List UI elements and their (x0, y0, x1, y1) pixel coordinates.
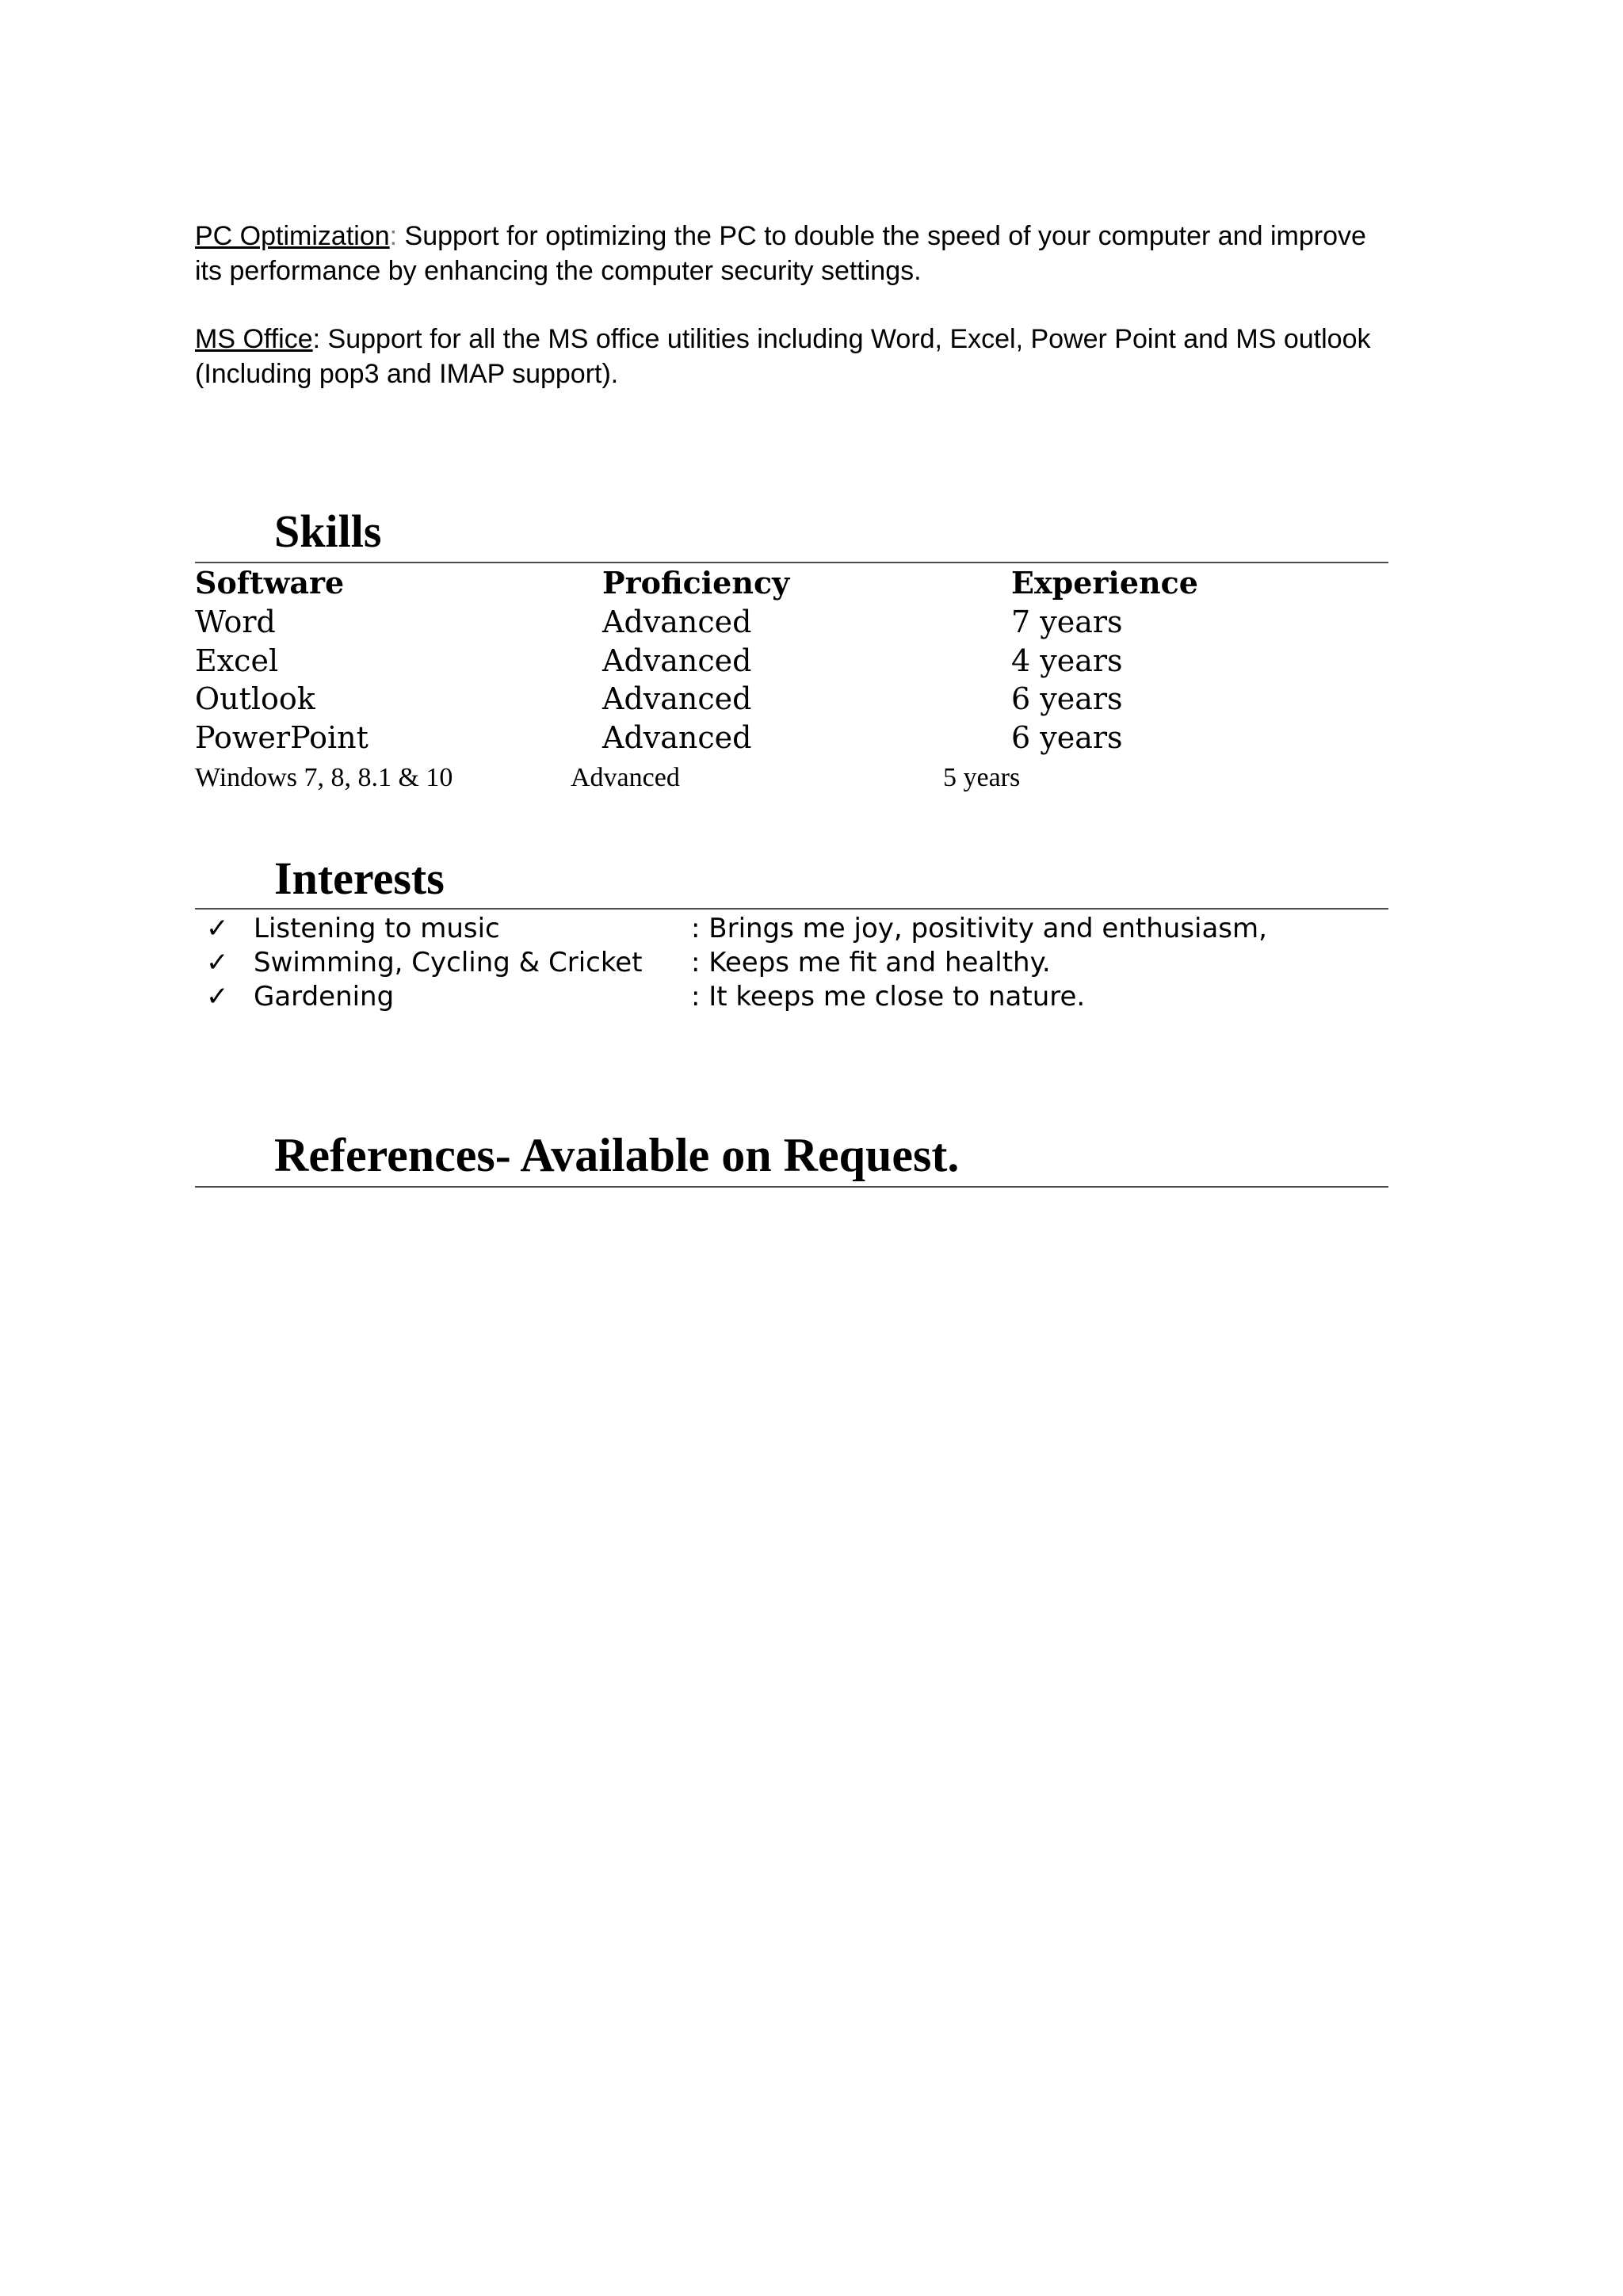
service-label: MS Office (195, 324, 313, 354)
skills-header-row (195, 564, 1388, 602)
experience-cell: 5 years (943, 763, 1021, 792)
service-ms-office (195, 322, 1400, 391)
service-description: Support for all the MS office utilities including Word, Excel, Power Point and MS outlook (Including pop3 and IMAP support). (195, 324, 1371, 389)
interest-description: : It keeps me close to nature. (691, 981, 1086, 1013)
checkmark-icon: ✓ (206, 981, 229, 1013)
interest-name: Swimming, Cycling & Cricket (254, 947, 643, 978)
proficiency-cell: Advanced (602, 643, 752, 678)
interest-name: Gardening (254, 981, 395, 1013)
proficiency-cell: Advanced (602, 720, 752, 755)
checkmark-icon: ✓ (206, 947, 229, 978)
experience-cell: 4 years (1011, 643, 1123, 678)
software-cell: Excel (195, 643, 279, 678)
software-cell: Windows 7, 8, 8.1 & 10 (195, 763, 453, 792)
software-cell: PowerPoint (195, 720, 369, 755)
list-item (195, 911, 1388, 946)
skills-heading: Skills (274, 505, 382, 557)
list-item (195, 945, 1388, 980)
interest-description: : Keeps me fit and healthy. (691, 947, 1051, 978)
references-heading: References- Available on Request. (274, 1129, 960, 1181)
software-cell: Outlook (195, 681, 315, 716)
table-row (195, 603, 1388, 641)
software-cell: Word (195, 605, 276, 639)
interest-name: Listening to music (254, 913, 500, 944)
column-header-proficiency: Proficiency (602, 565, 790, 601)
experience-cell: 6 years (1011, 720, 1123, 755)
service-description: Support for optimizing the PC to double the speed of your computer and improve its performance by enhancing the computer security settings. (195, 221, 1366, 286)
table-row (195, 680, 1388, 718)
service-pc-optimization (195, 219, 1400, 288)
column-header-software: Software (195, 565, 345, 601)
service-separator: : (389, 221, 398, 251)
checkmark-icon: ✓ (206, 913, 229, 944)
table-row (195, 642, 1388, 680)
proficiency-cell: Advanced (571, 763, 680, 792)
experience-cell: 7 years (1011, 605, 1123, 639)
interest-description: : Brings me joy, positivity and enthusiasm, (691, 913, 1267, 944)
column-header-experience: Experience (1011, 565, 1198, 601)
table-row (195, 719, 1388, 757)
proficiency-cell: Advanced (602, 605, 752, 639)
experience-cell: 6 years (1011, 681, 1123, 716)
service-separator: : (312, 324, 321, 354)
table-row (195, 759, 1388, 797)
list-item (195, 979, 1388, 1014)
service-label: PC Optimization (195, 221, 390, 251)
skills-divider (195, 562, 1388, 563)
interests-divider (195, 908, 1388, 910)
proficiency-cell: Advanced (602, 681, 752, 716)
references-divider (195, 1186, 1388, 1188)
interests-heading: Interests (274, 852, 445, 904)
